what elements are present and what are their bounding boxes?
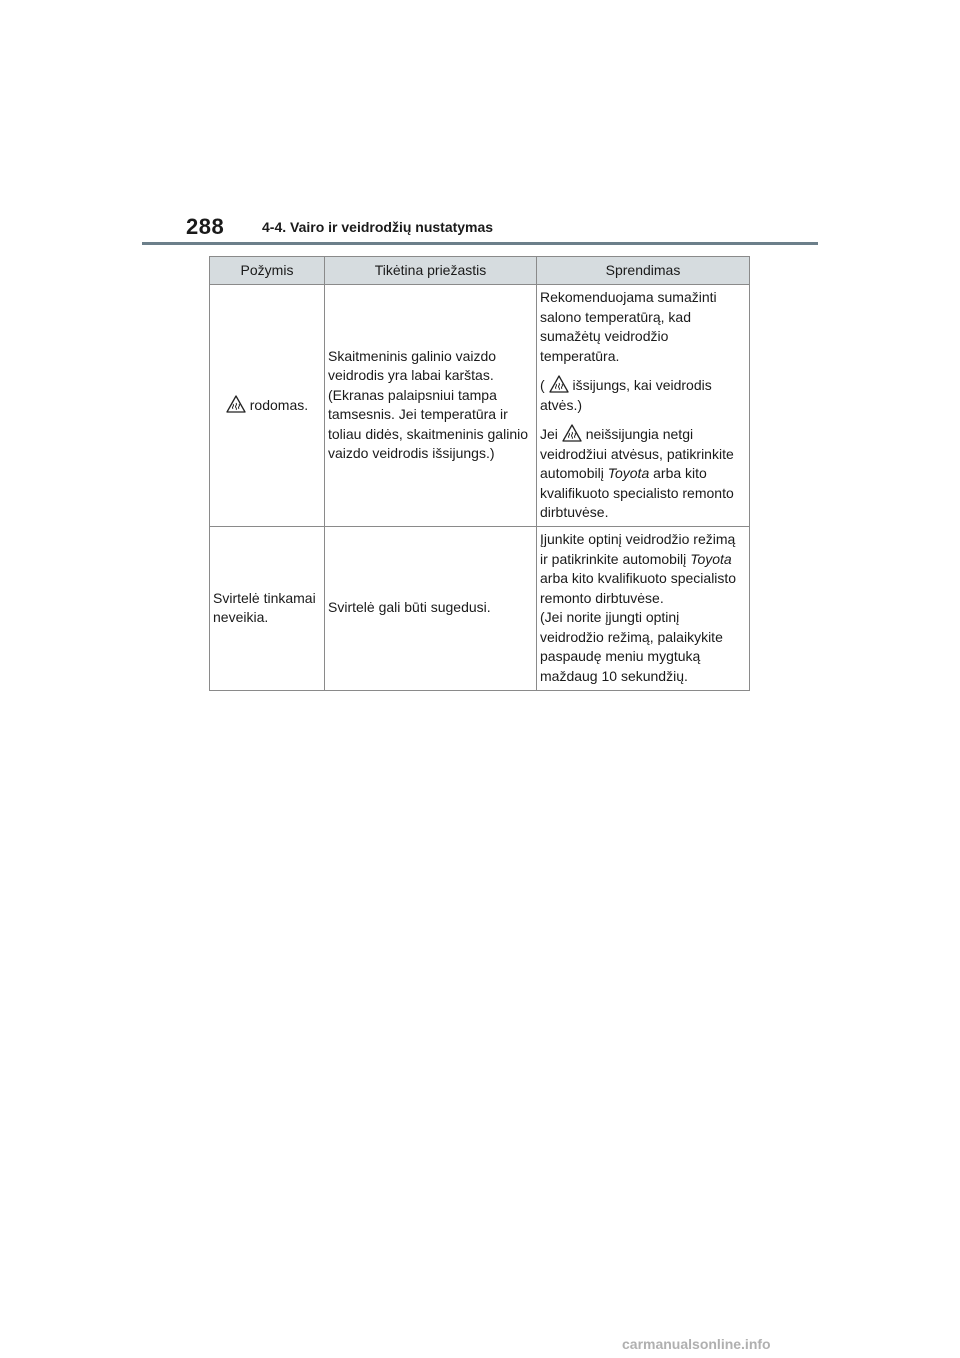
solution-paragraph: [540, 424, 746, 523]
solution-paragraph: Rekomenduojama sumažinti salono temperatūrą, kad sumažėtų veidrodžio temperatūra.: [540, 289, 717, 364]
brand-name: Toyota: [607, 465, 650, 481]
paren-open: (: [540, 377, 545, 393]
heated-mirror-warning-icon: [562, 424, 582, 442]
solution-paragraph: [540, 530, 746, 608]
column-header-cause: Tikėtina priežastis: [325, 257, 537, 285]
troubleshooting-table: [209, 256, 750, 691]
solution-text: arba kito kvalifikuoto specialisto remonto dirbtuvėse.: [540, 465, 734, 520]
solution-text: Įjunkite optinį veidrodžio režimą ir patikrinkite automobilį: [540, 531, 736, 567]
symptom-cell: Svirtelė tinkamai neveikia.: [210, 526, 325, 690]
page-number: 288: [186, 214, 225, 239]
cause-cell: Svirtelė gali būti sugedusi.: [325, 526, 537, 690]
solution-text: neišsijungia netgi veidrodžiui atvėsus, patikrinkite automobilį: [540, 426, 734, 481]
table-header-row: [210, 257, 750, 285]
solution-text: arba kito kvalifikuoto specialisto remonto dirbtuvėse.: [540, 570, 737, 606]
column-header-solution: Sprendimas: [537, 257, 750, 285]
solution-text: išsijungs, kai veidrodis atvės.): [540, 377, 712, 413]
section-title: 4-4. Vairo ir veidrodžių nustatymas: [262, 219, 494, 235]
table-row: [210, 285, 750, 527]
column-header-symptom: Požymis: [210, 257, 325, 285]
solution-text: Jei: [540, 426, 558, 442]
footer-watermark: carmanualsonline.info: [622, 1336, 771, 1352]
solution-note: (Jei norite įjungti optinį veidrodžio režimą, palaikykite paspaudę meniu mygtuką maždaug 10 sekundžių.: [540, 609, 723, 684]
table-row: [210, 526, 750, 690]
solution-cell: [537, 285, 750, 527]
heated-mirror-warning-icon: [226, 395, 246, 413]
solution-paragraph: [540, 375, 746, 415]
header-divider: [142, 242, 818, 245]
symptom-text: rodomas.: [249, 397, 309, 413]
brand-name: Toyota: [690, 550, 732, 567]
cause-cell: Skaitmeninis galinio vaizdo veidrodis yra labai karštas. (Ekranas palaipsniui tampa tamsesnis. Jei temperatūra ir toliau didės, skaitmeninis galinio vaizdo veidrodis išsijungs.): [325, 285, 537, 527]
symptom-cell: [210, 285, 325, 527]
heated-mirror-warning-icon: [549, 375, 569, 393]
solution-cell: [537, 526, 750, 690]
